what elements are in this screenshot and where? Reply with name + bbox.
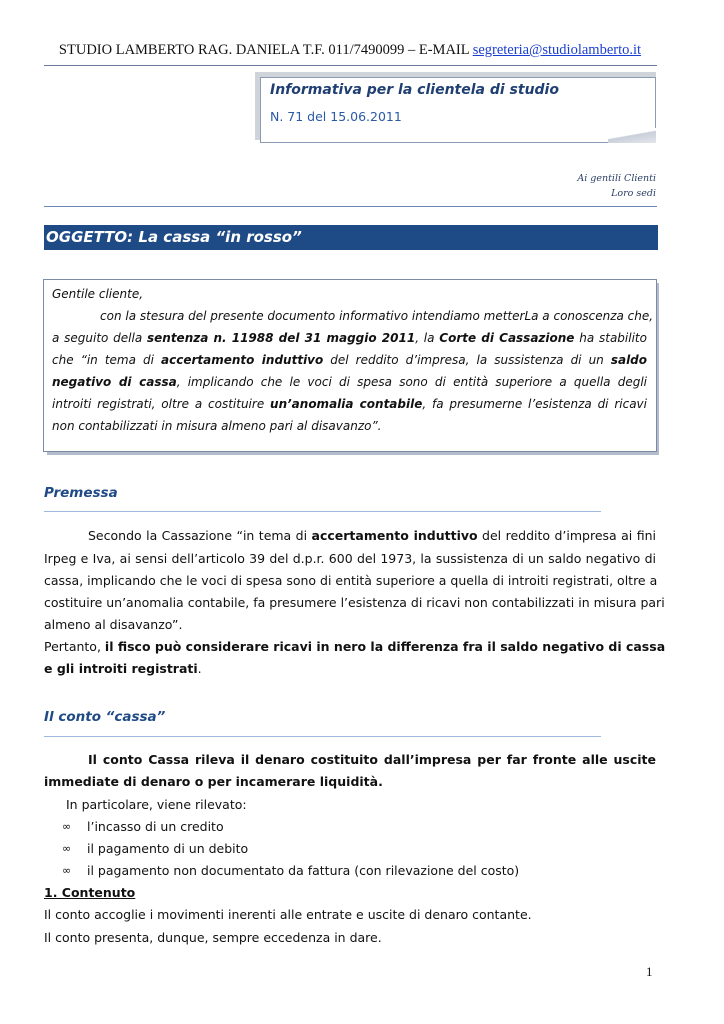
recipient-line: Loro sedi [611,188,656,199]
intro-line: negativo di cassa, implicando che le voci di spesa sono di entità superiore a quella degli [52,375,647,389]
letterhead [44,42,656,59]
list-intro: In particolare, viene rilevato: [66,797,247,812]
paragraph-line: Il conto presenta, dunque, sempre eccedenza in dare. [44,930,382,945]
info-title: Informativa per la clientela di studio [270,82,559,98]
section-divider [44,736,601,737]
bullet-icon: ∞ [62,820,72,833]
page-number: 1 [646,964,653,979]
intro-line: introiti registrati, oltre a costituire un’anomalia contabile, fa presumerne l’esistenza di ricavi [52,397,647,411]
bullet-icon: ∞ [62,864,72,877]
intro-line: con la stesura del presente documento informativo intendiamo metterLa a conoscenza che, [100,309,654,323]
paragraph-line: costituire un’anomalia contabile, fa presumere l’esistenza di ricavi non contabilizzati in misura pari [44,595,665,610]
recipient-line: Ai gentili Clienti [577,173,656,184]
list-item: il pagamento di un debito [87,841,249,856]
intro-line: non contabilizzati in misura almeno pari al disavanzo”. [52,419,382,433]
subject-bar: OGGETTO: La cassa “in rosso” [44,225,658,250]
intro-line: che “in tema di accertamento induttivo del reddito d’impresa, la sussistenza di un saldo [52,353,648,367]
bullet-icon: ∞ [62,842,72,855]
paragraph-line: Secondo la Cassazione “in tema di accertamento induttivo del reddito d’impresa ai fini [88,528,656,543]
section-heading-premessa: Premessa [44,485,118,501]
paragraph-line: Pertanto, il fisco può considerare ricavi in nero la differenza fra il saldo negativo di cassa [44,639,666,654]
info-box-fold [608,128,656,143]
list-item: il pagamento non documentato da fattura (con rilevazione del costo) [87,863,520,878]
list-item: l’incasso di un credito [87,819,224,834]
info-number: N. 71 del 15.06.2011 [270,109,402,124]
recipient-divider [44,206,657,207]
section-divider [44,511,601,512]
header-divider [44,65,657,66]
section-heading-conto-cassa: Il conto “cassa” [44,709,166,725]
paragraph-line: immediate di denaro o per incamerare liquidità. [44,774,383,789]
paragraph-line: almeno al disavanzo”. [44,617,183,632]
paragraph-line: Il conto Cassa rileva il denaro costituito dall’impresa per far fronte alle uscite [88,752,656,767]
paragraph-line: cassa, implicando che le voci di spesa sono di entità superiore a quella di introiti registrati, oltre a [44,573,658,588]
paragraph-line: e gli introiti registrati. [44,661,202,676]
subsection-heading: 1. Contenuto [44,885,136,900]
email-link[interactable]: segreteria@studiolamberto.it [472,42,642,58]
intro-greeting: Gentile cliente, [52,287,144,301]
paragraph-line: Il conto accoglie i movimenti inerenti alle entrate e uscite di denaro contante. [44,907,532,922]
paragraph-line: Irpeg e Iva, ai sensi dell’articolo 39 del d.p.r. 600 del 1973, la sussistenza di un saldo negativo di [44,551,656,566]
intro-line: a seguito della sentenza n. 11988 del 31 maggio 2011, la Corte di Cassazione ha stabilito [52,331,647,345]
letterhead-text: STUDIO LAMBERTO RAG. DANIELA T.F. 011/7490099 – E-MAIL [58,42,473,58]
